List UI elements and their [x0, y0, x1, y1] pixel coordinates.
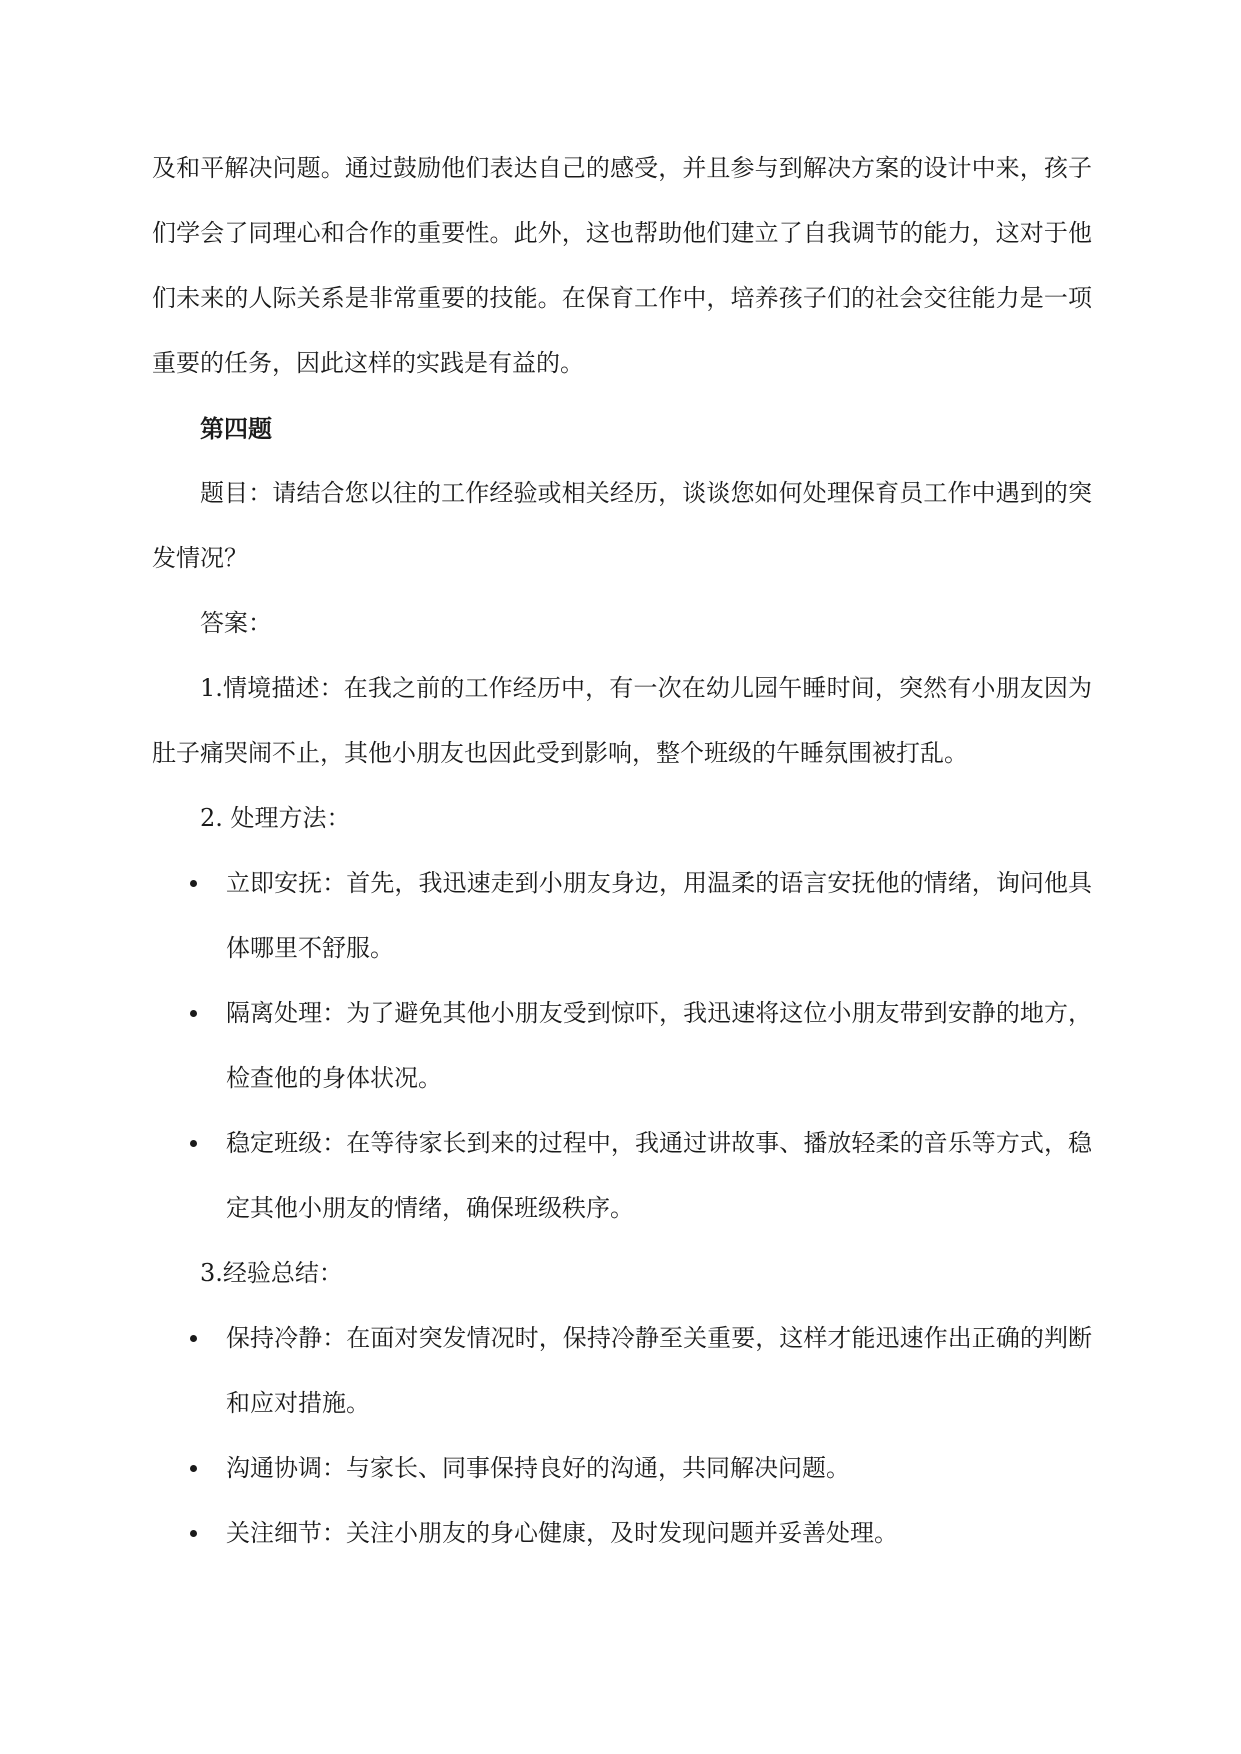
- intro-paragraph: 及和平解决问题。通过鼓励他们表达自己的感受，并且参与到解决方案的设计中来，孩子们学会了同理心和合作的重要性。此外，这也帮助他们建立了自我调节的能力，这对于他们未来的人际关系是非常重要的技能。在保育工作中，培养孩子们的社会交往能力是一项重要的任务，因此这样的实践是有益的。: [152, 154, 1092, 377]
- list-item-text: 保持冷静：在面对突发情况时，保持冷静至关重要，这样才能迅速作出正确的判断和应对措施。: [226, 1324, 1092, 1417]
- list-item: [152, 1111, 1092, 1241]
- list-item-text: 立即安抚：首先，我迅速走到小朋友身边，用温柔的语言安抚他的情绪，询问他具体哪里不舒服。: [226, 869, 1092, 962]
- list-item-text: 关注细节：关注小朋友的身心健康，及时发现问题并妥善处理。: [226, 1519, 898, 1547]
- bullet-icon: [190, 1010, 197, 1017]
- section-heading: 第四题: [200, 414, 272, 443]
- question-paragraph: 题目：请结合您以往的工作经验或相关经历，谈谈您如何处理保育员工作中遇到的突发情况？: [152, 479, 1092, 572]
- list-item: [152, 1501, 1092, 1566]
- list-item: [152, 1436, 1092, 1501]
- situation-paragraph: 1.情境描述：在我之前的工作经历中，有一次在幼儿园午睡时间，突然有小朋友因为肚子痛哭闹不止，其他小朋友也因此受到影响，整个班级的午睡氛围被打乱。: [152, 674, 1092, 767]
- list-item-text: 隔离处理：为了避免其他小朋友受到惊吓，我迅速将这位小朋友带到安静的地方，检查他的身体状况。: [226, 999, 1092, 1092]
- methods-list: [152, 851, 1092, 1241]
- list-item-text: 稳定班级：在等待家长到来的过程中，我通过讲故事、播放轻柔的音乐等方式，稳定其他小朋友的情绪，确保班级秩序。: [226, 1129, 1092, 1222]
- document-body: [152, 136, 1092, 1566]
- answer-label: 答案：: [200, 609, 272, 637]
- list-item: [152, 1306, 1092, 1436]
- bullet-icon: [190, 1140, 197, 1147]
- summary-label: 3.经验总结：: [200, 1259, 343, 1287]
- bullet-icon: [190, 1465, 197, 1472]
- bullet-icon: [190, 1335, 197, 1342]
- methods-label: 2. 处理方法：: [200, 804, 351, 832]
- bullet-icon: [190, 1530, 197, 1537]
- summary-list: [152, 1306, 1092, 1566]
- list-item-text: 沟通协调：与家长、同事保持良好的沟通，共同解决问题。: [226, 1454, 850, 1482]
- list-item: [152, 851, 1092, 981]
- list-item: [152, 981, 1092, 1111]
- bullet-icon: [190, 880, 197, 887]
